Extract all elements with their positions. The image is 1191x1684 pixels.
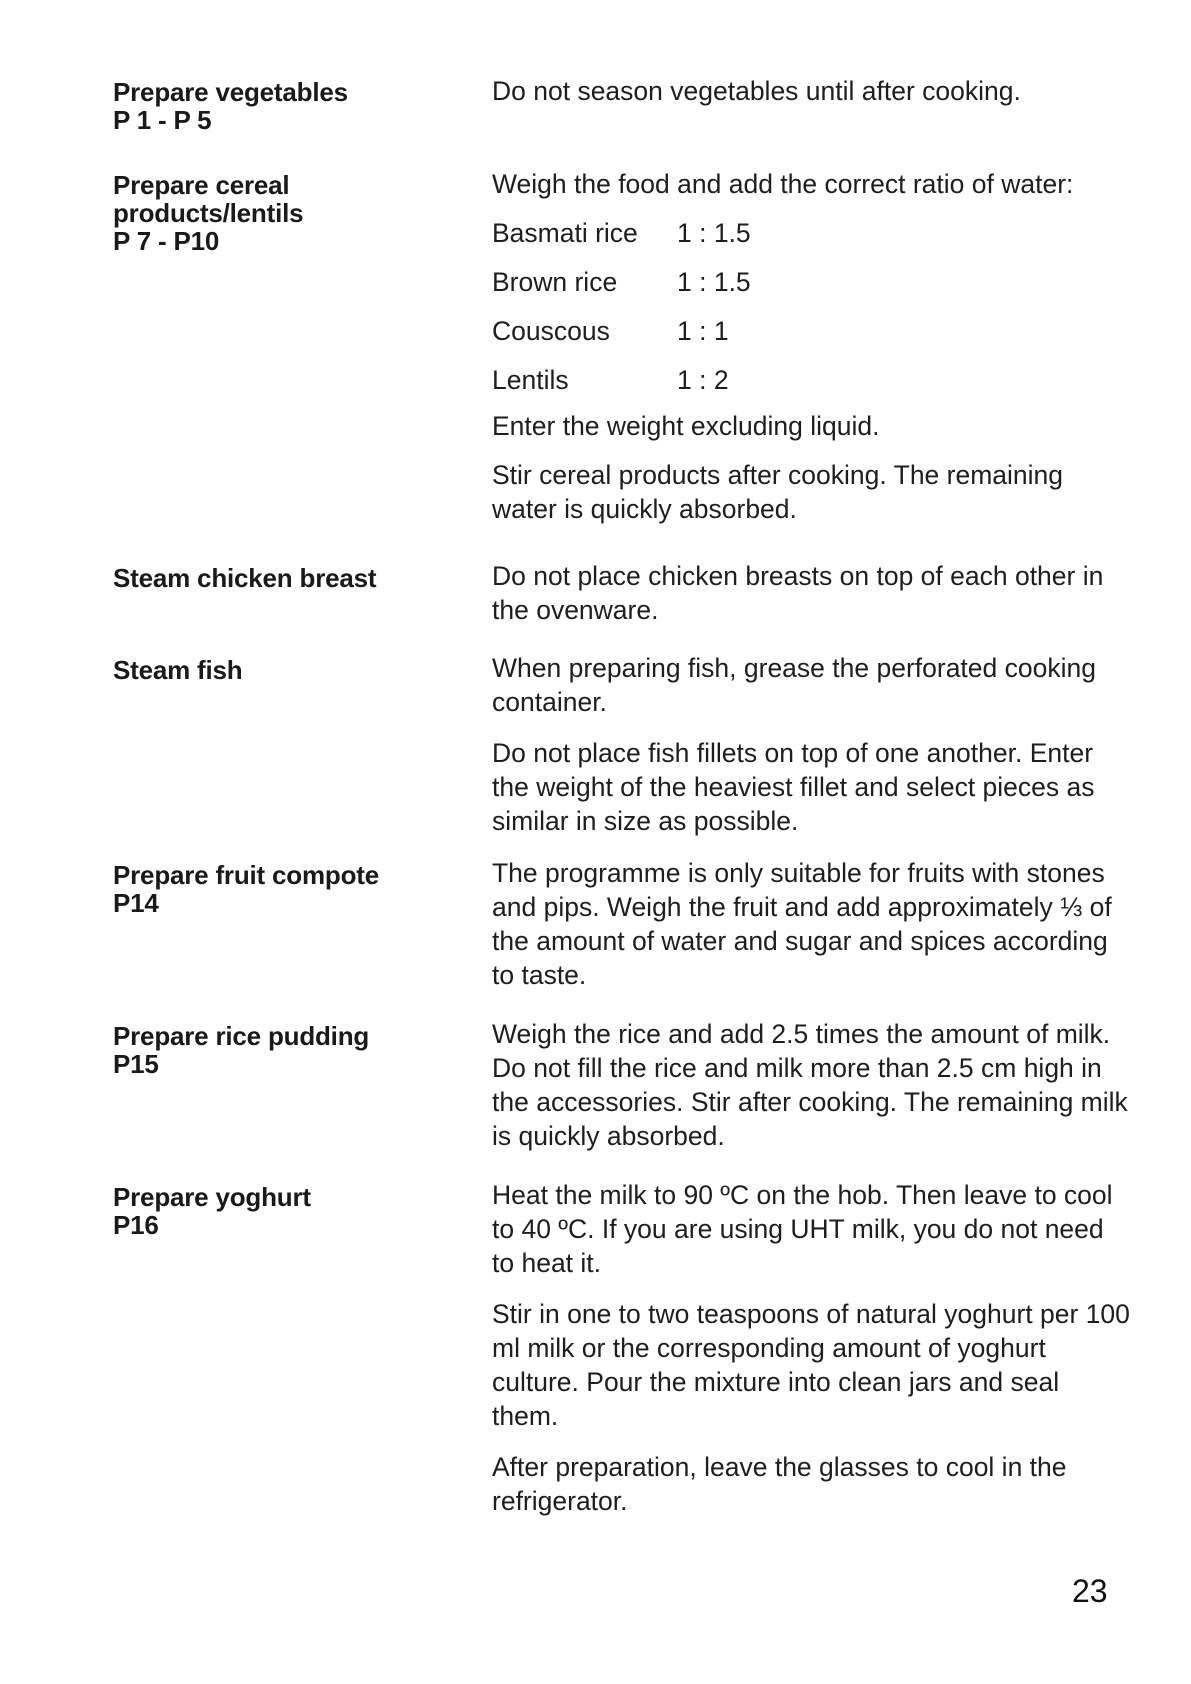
paragraph: After preparation, leave the glasses to cool in the refrigerator. <box>492 1452 1067 1516</box>
section-heading-rice-pudding <box>113 1022 473 1078</box>
ratio-row <box>492 314 1132 363</box>
ratio-value: 1 : 1 <box>677 316 729 346</box>
ratio-food: Couscous <box>492 316 610 346</box>
paragraph: Enter the weight excluding liquid. <box>492 411 880 441</box>
paragraph: The programme is only suitable for fruits with stones and pips. Weigh the fruit and add approximately ⅓ of the amount of water and sugar and spices according to taste. <box>492 858 1112 990</box>
heading-line: P16 <box>113 1210 159 1240</box>
ratio-value: 1 : 1.5 <box>677 218 751 248</box>
heading-line: Prepare fruit compote <box>113 860 379 890</box>
section-heading-cereal <box>113 171 473 255</box>
section-body-vegetables <box>492 74 1132 124</box>
heading-line: Prepare vegetables <box>113 77 348 107</box>
paragraph: When preparing fish, grease the perforated cooking container. <box>492 653 1096 717</box>
ratio-food: Basmati rice <box>492 218 638 248</box>
paragraph: Do not season vegetables until after cooking. <box>492 76 1021 106</box>
heading-line: products/lentils <box>113 198 304 228</box>
section-body-cereal <box>492 167 1132 542</box>
section-heading-yoghurt <box>113 1183 473 1239</box>
ratio-food: Brown rice <box>492 267 618 297</box>
section-body-chicken <box>492 559 1132 643</box>
paragraph: Weigh the food and add the correct ratio of water: <box>492 169 1074 199</box>
heading-line: Prepare cereal <box>113 170 290 200</box>
ratio-row <box>492 216 1132 265</box>
paragraph: Stir in one to two teaspoons of natural yoghurt per 100 ml milk or the corresponding amount of yoghurt culture. Pour the mixture into clean jars and seal them. <box>492 1299 1130 1431</box>
heading-line: P 7 - P10 <box>113 226 220 256</box>
section-heading-fruit-compote <box>113 861 473 917</box>
section-body-fish <box>492 651 1132 854</box>
heading-line: Steam chicken breast <box>113 563 377 593</box>
heading-line: Steam fish <box>113 655 243 685</box>
section-body-rice-pudding <box>492 1017 1132 1169</box>
paragraph: Stir cereal products after cooking. The remaining water is quickly absorbed. <box>492 460 1064 524</box>
heading-line: P 1 - P 5 <box>113 105 212 135</box>
heading-line: Prepare rice pudding <box>113 1021 370 1051</box>
heading-line: Prepare yoghurt <box>113 1182 311 1212</box>
heading-line: P14 <box>113 888 159 918</box>
paragraph: Do not place fish fillets on top of one another. Enter the weight of the heaviest fillet and select pieces as similar in size as possible. <box>492 738 1095 836</box>
ratio-value: 1 : 2 <box>677 365 729 395</box>
section-body-fruit-compote <box>492 856 1132 1008</box>
ratio-row <box>492 265 1132 314</box>
section-heading-vegetables <box>113 78 473 134</box>
paragraph: Heat the milk to 90 ºC on the hob. Then leave to cool to 40 ºC. If you are using UHT milk, you do not need to heat it. <box>492 1180 1113 1278</box>
page-number: 23 <box>1072 1573 1108 1609</box>
section-heading-chicken <box>113 564 473 592</box>
section-body-yoghurt <box>492 1178 1132 1534</box>
paragraph: Do not place chicken breasts on top of each other in the ovenware. <box>492 561 1104 625</box>
ratio-food: Lentils <box>492 365 569 395</box>
paragraph: Weigh the rice and add 2.5 times the amount of milk. Do not fill the rice and milk more than 2.5 cm high in the accessories. Stir after cooking. The remaining milk is quickly absorbed. <box>492 1019 1128 1151</box>
heading-line: P15 <box>113 1049 159 1079</box>
ratio-value: 1 : 1.5 <box>677 267 751 297</box>
section-heading-fish <box>113 656 473 684</box>
ratio-row <box>492 363 1132 409</box>
